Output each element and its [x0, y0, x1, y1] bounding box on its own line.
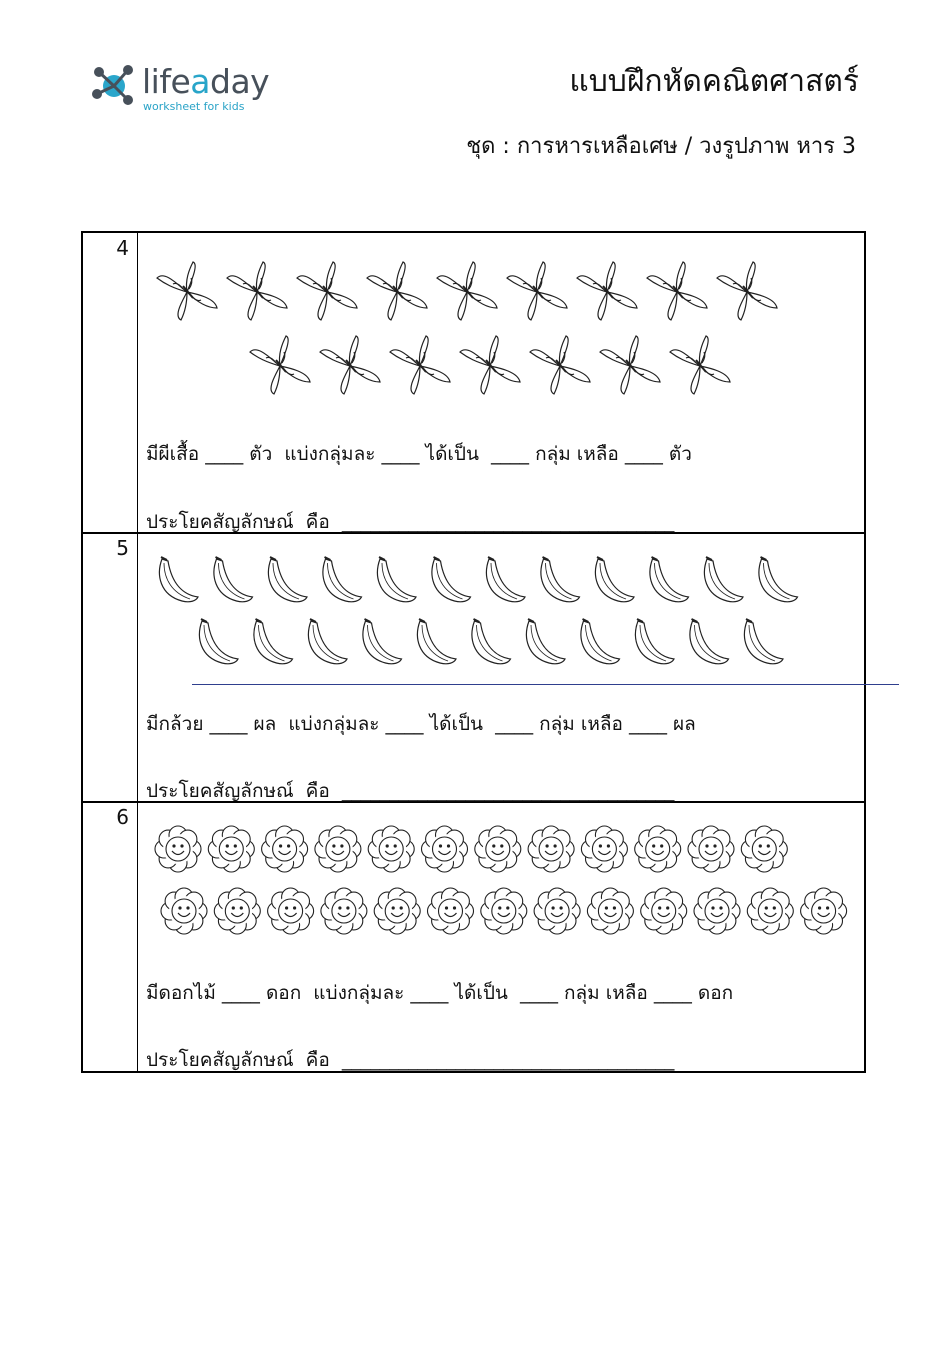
smiley-flower-icon — [587, 888, 633, 934]
smiley-flower-icon — [315, 826, 361, 872]
butterfly-icon — [320, 336, 380, 394]
smiley-flower-icon — [374, 888, 420, 934]
banana-icon — [377, 557, 416, 602]
butterfly-icon — [460, 336, 520, 394]
banana-icon — [704, 557, 743, 602]
smiley-flower-icon — [368, 826, 414, 872]
smiley-flower-icon — [534, 888, 580, 934]
page-subtitle: ชุด : การหารเหลือเศษ / วงรูปภาพ หาร 3 — [466, 134, 856, 159]
banana-icon — [254, 619, 293, 664]
banana-icon — [417, 619, 456, 664]
lifeaday-logo — [90, 60, 290, 116]
butterfly-icon — [297, 262, 357, 320]
question-number: 5 — [116, 536, 129, 560]
symbol-sentence: ประโยคสัญลักษณ์ คือ ___________________________________ — [146, 780, 675, 802]
banana-icon — [363, 619, 402, 664]
smiley-flower-icon — [688, 826, 734, 872]
smiley-flower-icon — [428, 888, 474, 934]
smiley-flower-icon — [321, 888, 367, 934]
smiley-flower-icon — [801, 888, 847, 934]
smiley-flower-icon — [694, 888, 740, 934]
symbol-sentence: ประโยคสัญลักษณ์ คือ ___________________________________ — [146, 1049, 675, 1071]
banana-icon — [581, 619, 620, 664]
banana-icon — [308, 619, 347, 664]
smiley-flower-icon — [161, 888, 207, 934]
smiley-flower-icon — [262, 826, 308, 872]
question-number: 4 — [116, 236, 129, 260]
logo-tagline: worksheet for kids — [143, 100, 245, 113]
butterfly-icon — [600, 336, 660, 394]
smiley-flower-icon — [208, 826, 254, 872]
butterfly-icon — [250, 336, 310, 394]
page-title: แบบฝึกหัดคณิตศาสตร์ — [569, 64, 859, 99]
picture-area — [83, 233, 864, 1071]
smiley-flower-icon — [741, 826, 787, 872]
butterfly-icon — [157, 262, 217, 320]
banana-icon — [199, 619, 238, 664]
butterfly-icon — [717, 262, 777, 320]
symbol-sentence: ประโยคสัญลักษณ์ คือ ___________________________________ — [146, 511, 675, 533]
banana-icon — [690, 619, 729, 664]
smiley-flower-icon — [268, 888, 314, 934]
smiley-flower-icon — [635, 826, 681, 872]
banana-icon — [432, 557, 471, 602]
banana-icon — [268, 557, 307, 602]
smiley-flower-icon — [747, 888, 793, 934]
smiley-flower-icon — [641, 888, 687, 934]
banana-icon — [526, 619, 565, 664]
butterfly-icon — [367, 262, 427, 320]
question-sentence: มีดอกไม้ ____ ดอก แบ่งกลุ่มละ ____ ได้เป็น ____ กลุ่ม เหลือ ____ ดอก — [146, 982, 734, 1004]
smiley-flower-icon — [475, 826, 521, 872]
banana-icon — [744, 619, 783, 664]
banana-icon — [595, 557, 634, 602]
banana-icon — [159, 557, 198, 602]
smiley-flower-icon — [214, 888, 260, 934]
question-sentence: มีกล้วย ____ ผล แบ่งกลุ่มละ ____ ได้เป็น ____ กลุ่ม เหลือ ____ ผล — [146, 713, 696, 735]
butterfly-icon — [227, 262, 287, 320]
banana-icon — [541, 557, 580, 602]
logo-wordmark: lifeaday — [142, 62, 270, 101]
banana-icon — [472, 619, 511, 664]
banana-icon — [650, 557, 689, 602]
question-number: 6 — [116, 805, 129, 829]
banana-icon — [214, 557, 253, 602]
worksheet-table — [81, 231, 866, 1073]
butterfly-icon — [507, 262, 567, 320]
banana-icon — [323, 557, 362, 602]
butterfly-icon — [437, 262, 497, 320]
butterfly-icon — [530, 336, 590, 394]
guide-line — [192, 684, 899, 685]
molecule-logo-icon — [90, 60, 138, 110]
smiley-flower-icon — [581, 826, 627, 872]
question-sentence: มีผีเสื้อ ____ ตัว แบ่งกลุ่มละ ____ ได้เป็น ____ กลุ่ม เหลือ ____ ตัว — [146, 443, 692, 465]
butterfly-icon — [670, 336, 730, 394]
butterfly-icon — [577, 262, 637, 320]
banana-icon — [635, 619, 674, 664]
butterfly-icon — [390, 336, 450, 394]
smiley-flower-icon — [422, 826, 468, 872]
smiley-flower-icon — [528, 826, 574, 872]
banana-icon — [486, 557, 525, 602]
butterfly-icon — [647, 262, 707, 320]
smiley-flower-icon — [481, 888, 527, 934]
banana-icon — [759, 557, 798, 602]
smiley-flower-icon — [155, 826, 201, 872]
